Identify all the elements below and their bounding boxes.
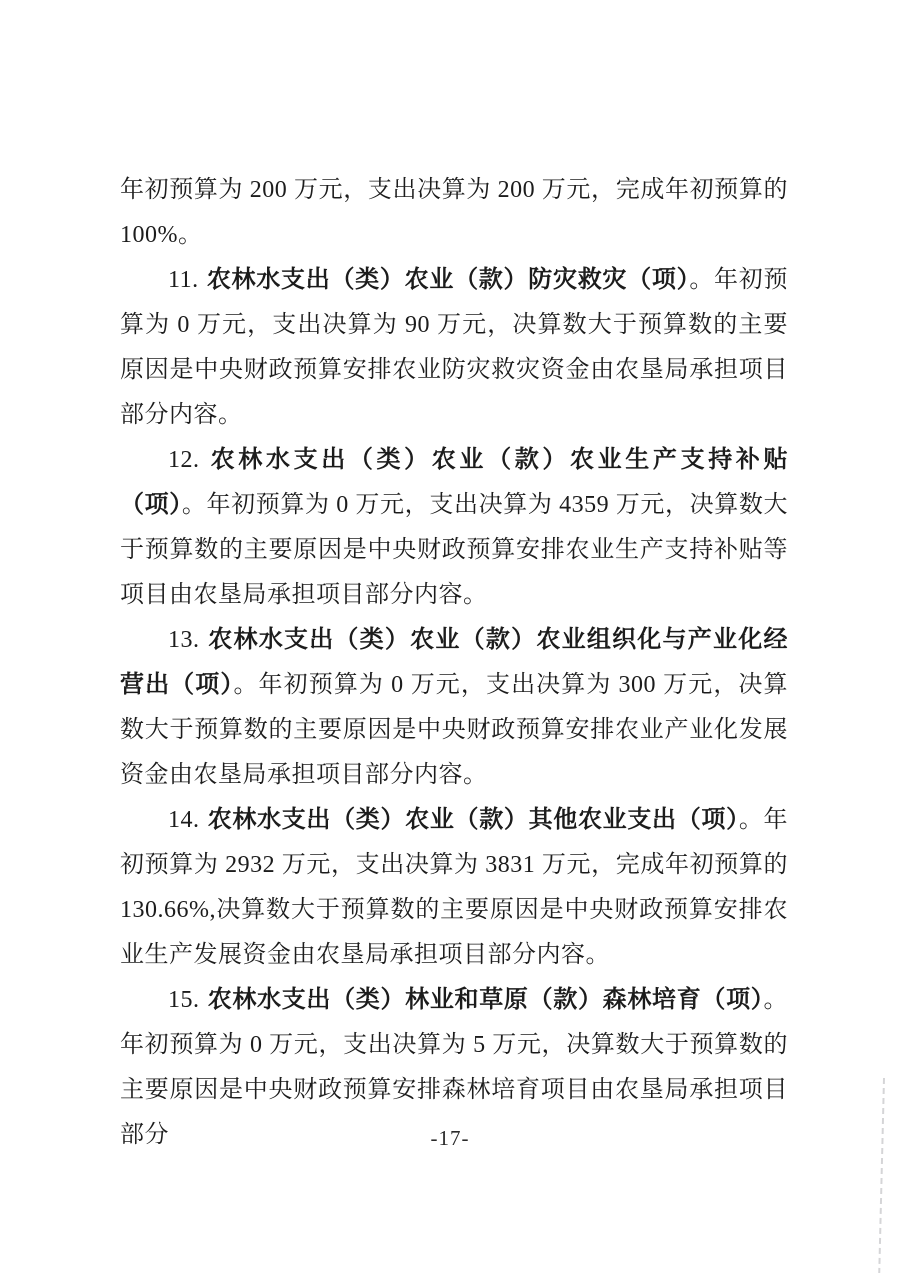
scan-artifact-line: [878, 1078, 885, 1273]
item-body: 。年初预算为 0 万元，支出决算为 4359 万元，决算数大于预算数的主要原因是中央财政预算安排农业生产支持补贴等项目由农垦局承担项目部分内容。: [120, 492, 789, 608]
item-title: 农林水支出（类）农业（款）农业生产支持补贴（项）: [120, 447, 788, 518]
page-number: -17-: [430, 1126, 470, 1150]
budget-item-11: [120, 258, 788, 438]
budget-item-12: [120, 438, 788, 618]
item-number: 14.: [168, 807, 200, 833]
item-number: 15.: [168, 987, 200, 1013]
item-title: 农林水支出（类）农业（款）农业组织化与产业化经营出（项）: [120, 627, 788, 698]
item-body: 。年初预算为 0 万元，支出决算为 5 万元，决算数大于预算数的主要原因是中央财政预算安排森林培育项目由农垦局承担项目部分: [120, 987, 788, 1148]
item-body: 。年初预算为 2932 万元，支出决算为 3831 万元，完成年初预算的130.66%,决算数大于预算数的主要原因是中央财政预算安排农业生产发展资金由农垦局承担项目部分内容。: [120, 807, 788, 968]
item-number: 11.: [168, 267, 199, 293]
document-body: [120, 168, 788, 1158]
item-title: 农林水支出（类）农业（款）防灾救灾（项）: [206, 267, 690, 293]
item-number: 13.: [168, 627, 200, 653]
item-body: 。年初预算为 0 万元，支出决算为 300 万元，决算数大于预算数的主要原因是中央财政预算安排农业产业化发展资金由农垦局承担项目部分内容。: [120, 672, 789, 788]
item-title: 农林水支出（类）农业（款）其他农业支出（项）: [207, 807, 739, 833]
item-number: 12.: [168, 447, 200, 473]
item-title: 农林水支出（类）林业和草原（款）森林培育（项）: [207, 987, 764, 1013]
budget-item-14: [120, 798, 788, 978]
item-body: 。年初预算为 0 万元，支出决算为 90 万元，决算数大于预算数的主要原因是中央财政预算安排农业防灾救灾资金由农垦局承担项目部分内容。: [120, 267, 789, 428]
budget-item-13: [120, 618, 788, 798]
paragraph-continuation: 年初预算为 200 万元，支出决算为 200 万元，完成年初预算的100%。: [120, 177, 788, 248]
